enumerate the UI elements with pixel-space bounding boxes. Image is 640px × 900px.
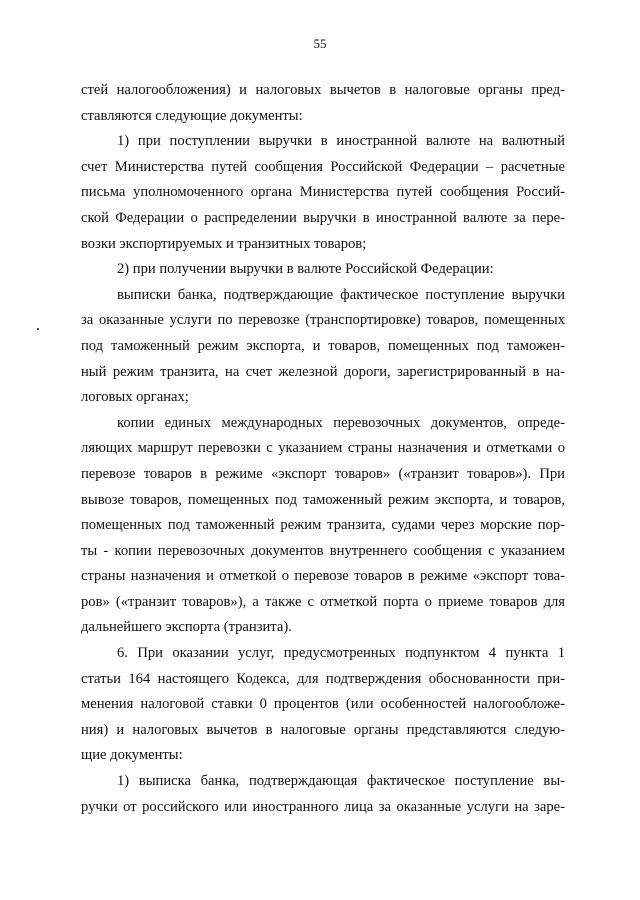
text-line: счет Министерства путей сообщения Российской Федерации – расчетные <box>81 158 565 175</box>
text-line: ный режим транзита, на счет железной дороги, зарегистрированный в на- <box>81 363 565 380</box>
text-line: письма уполномоченного органа Министерства путей сообщения Россий- <box>81 184 565 201</box>
text-line: 1) при поступлении выручки в иностранной валюте на валютный <box>117 133 565 150</box>
text-line: щие документы: <box>81 747 183 764</box>
text-line: помещенных под таможенный режим транзита, судами через морские пор- <box>81 517 565 534</box>
text-line: логовых органах; <box>81 389 189 406</box>
text-line: выписки банка, подтверждающие фактическое поступление выручки <box>117 286 565 303</box>
text-line: возки экспортируемых и транзитных товаров; <box>81 235 367 252</box>
text-line: статьи 164 настоящего Кодекса, для подтверждения обоснованности при- <box>81 670 565 687</box>
text-line: ручки от российского или иностранного лица за оказанные услуги на заре- <box>81 798 565 815</box>
scan-speck <box>37 328 39 330</box>
text-line: ния) и налоговых вычетов в налоговые органы представляются следую- <box>81 721 565 738</box>
text-line: вывозе товаров, помещенных под таможенный режим экспорта, и товаров, <box>81 491 565 508</box>
document-body <box>81 78 565 820</box>
text-line: 6. При оказании услуг, предусмотренных подпунктом 4 пункта 1 <box>117 645 565 662</box>
text-line: 1) выписка банка, подтверждающая фактическое поступление вы- <box>117 773 565 790</box>
text-line: за оказанные услуги по перевозке (транспортировке) товаров, помещенных <box>81 312 565 329</box>
text-line: ставляются следующие документы: <box>81 107 303 124</box>
text-line: страны назначения и отметкой о перевозе товаров в режиме «экспорт това- <box>81 568 565 585</box>
text-line: ты - копии перевозочных документов внутреннего сообщения с указанием <box>81 542 565 559</box>
text-line: ров» («транзит товаров»), а также с отметкой порта о приеме товаров для <box>81 593 565 610</box>
text-line: дальнейшего экспорта (транзита). <box>81 619 292 636</box>
text-line: ляющих маршрут перевозки с указанием страны назначения и отметками о <box>81 440 565 457</box>
text-line: копии единых международных перевозочных документов, опреде- <box>117 414 565 431</box>
page-number: 55 <box>313 36 327 51</box>
text-line: 2) при получении выручки в валюте Российской Федерации: <box>117 261 494 278</box>
text-line: стей налогообложения) и налоговых вычетов в налоговые органы пред- <box>81 82 565 98</box>
text-line: под таможенный режим экспорта, и товаров, помещенных под таможен- <box>81 337 565 354</box>
text-line: перевозе товаров в режиме «экспорт товаров» («транзит товаров»). При <box>81 465 565 482</box>
text-line: менения налоговой ставки 0 процентов (или особенностей налогообложе- <box>81 696 565 713</box>
text-line: ской Федерации о распределении выручки в иностранной валюте за пере- <box>81 209 565 226</box>
